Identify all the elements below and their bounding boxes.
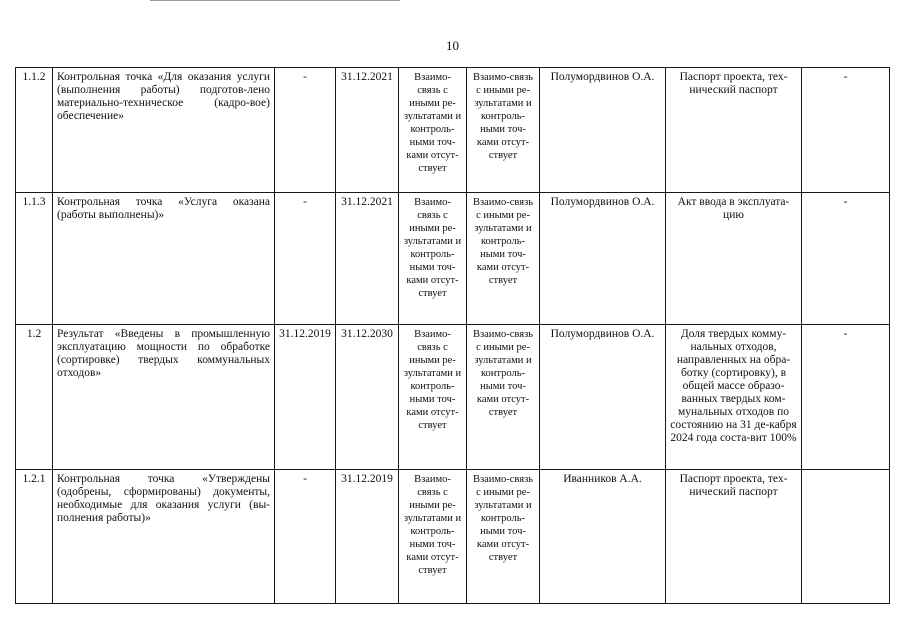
row-relation-a: Взаимо-связь с иными ре-зультатами и контроль-ными точ-ками отсут-ствует — [399, 470, 467, 604]
row-extra: - — [802, 193, 890, 325]
row-document: Паспорт проекта, тех-нический паспорт — [666, 68, 802, 193]
row-relation-b: Взаимо-связь с иными ре-зультатами и контроль-ными точ-ками отсут-ствует — [467, 193, 540, 325]
page-number: 10 — [446, 38, 459, 53]
row-name: Контрольная точка «Для оказания услуги (выполнения работы) подготов-лено материально-техническое (кадро-вое) обеспечение» — [53, 68, 275, 193]
row-responsible: Иванников А.А. — [540, 470, 666, 604]
row-extra — [802, 470, 890, 604]
control-points-table — [15, 67, 890, 604]
row-extra: - — [802, 325, 890, 470]
row-responsible: Полумордвинов О.А. — [540, 325, 666, 470]
row-relation-a: Взаимо-связь с иными ре-зультатами и контроль-ными точ-ками отсут-ствует — [399, 68, 467, 193]
table-row — [16, 470, 890, 604]
row-number: 1.1.3 — [16, 193, 53, 325]
row-start-date: - — [275, 193, 336, 325]
row-name: Контрольная точка «Услуга оказана (работы выполнены)» — [53, 193, 275, 325]
row-relation-a: Взаимо-связь с иными ре-зультатами и контроль-ными точ-ками отсут-ствует — [399, 325, 467, 470]
row-number: 1.2 — [16, 325, 53, 470]
row-relation-b: Взаимо-связь с иными ре-зультатами и контроль-ными точ-ками отсут-ствует — [467, 325, 540, 470]
row-start-date: - — [275, 68, 336, 193]
row-document: Паспорт проекта, тех-нический паспорт — [666, 470, 802, 604]
row-end-date: 31.12.2021 — [336, 68, 399, 193]
table-row — [16, 325, 890, 470]
row-responsible: Полумордвинов О.А. — [540, 68, 666, 193]
table-row — [16, 68, 890, 193]
row-document: Доля твердых комму-нальных отходов, направленных на обра-ботку (сортировку), в общей массе образо-ванных твердых ком-мунальных отходов по состоянию на 31 де-кабря 2024 года соста-вит 100% — [666, 325, 802, 470]
row-number: 1.1.2 — [16, 68, 53, 193]
row-end-date: 31.12.2030 — [336, 325, 399, 470]
row-name: Результат «Введены в промышленную эксплуатацию мощности по обработке (сортировке) твердых коммунальных отходов» — [53, 325, 275, 470]
row-responsible: Полумордвинов О.А. — [540, 193, 666, 325]
row-number: 1.2.1 — [16, 470, 53, 604]
row-end-date: 31.12.2019 — [336, 470, 399, 604]
row-relation-a: Взаимо-связь с иными ре-зультатами и контроль-ными точ-ками отсут-ствует — [399, 193, 467, 325]
row-relation-b: Взаимо-связь с иными ре-зультатами и контроль-ными точ-ками отсут-ствует — [467, 68, 540, 193]
table-row — [16, 193, 890, 325]
scan-top-line — [150, 0, 400, 1]
row-name: Контрольная точка «Утверждены (одобрены, сформированы) документы, необходимые для оказания услуги (вы-полнения работы)» — [53, 470, 275, 604]
row-relation-b: Взаимо-связь с иными ре-зультатами и контроль-ными точ-ками отсут-ствует — [467, 470, 540, 604]
row-start-date: - — [275, 470, 336, 604]
row-document: Акт ввода в эксплуата-цию — [666, 193, 802, 325]
row-end-date: 31.12.2021 — [336, 193, 399, 325]
row-extra: - — [802, 68, 890, 193]
row-start-date: 31.12.2019 — [275, 325, 336, 470]
